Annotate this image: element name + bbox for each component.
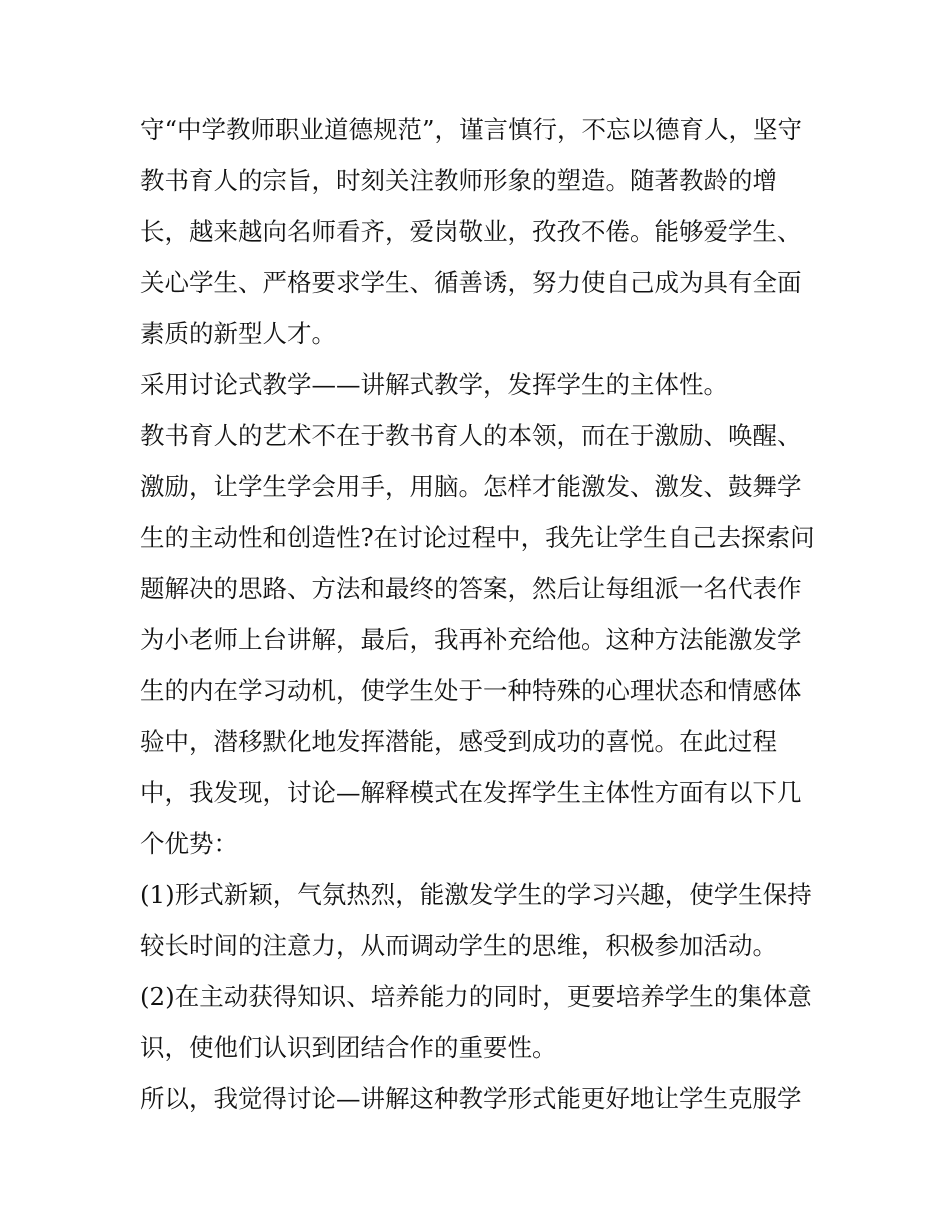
paragraph-discussion-heading: 采用讨论式教学——讲解式教学，发挥学生的主体性。 xyxy=(140,370,728,399)
document-body xyxy=(140,104,820,1124)
paragraph-teacher-ethics: 守“中学教师职业道德规范”，谨言慎行，不忘以德育人，坚守教书育人的宗旨，时刻关注教师形象的塑造。随著教龄的增长，越来越向名师看齐，爱岗敬业，孜孜不倦。能够爱学生、关心学生、严格要求学生、循善诱，努力使自己成为具有全面素质的新型人才。 xyxy=(140,115,803,348)
paragraph-teaching-art: 教书育人的艺术不在于教书育人的本领，而在于激励、唤醒、激励，让学生学会用手，用脑。怎样才能激发、激发、鼓舞学生的主动性和创造性?在讨论过程中，我先让学生自己去探索问题解决的思路、方法和最终的答案，然后让每组派一名代表作为小老师上台讲解，最后，我再补充给他。这种方法能激发学生的内在学习动机，使学生处于一种特殊的心理状态和情感体验中，潜移默化地发挥潜能，感受到成功的喜悦。在此过程中，我发现，讨论—解释模式在发挥学生主体性方面有以下几个优势： xyxy=(140,421,815,858)
paragraph-advantage-1: (1)形式新颖，气氛热烈，能激发学生的学习兴趣，使学生保持较长时间的注意力，从而调动学生的思维，积极参加活动。 xyxy=(140,880,812,960)
paragraph-advantage-2: (2)在主动获得知识、培养能力的同时，更要培养学生的集体意识，使他们认识到团结合作的重要性。 xyxy=(140,982,812,1062)
paragraph-conclusion: 所以，我觉得讨论—讲解这种教学形式能更好地让学生克服学 xyxy=(140,1084,802,1113)
